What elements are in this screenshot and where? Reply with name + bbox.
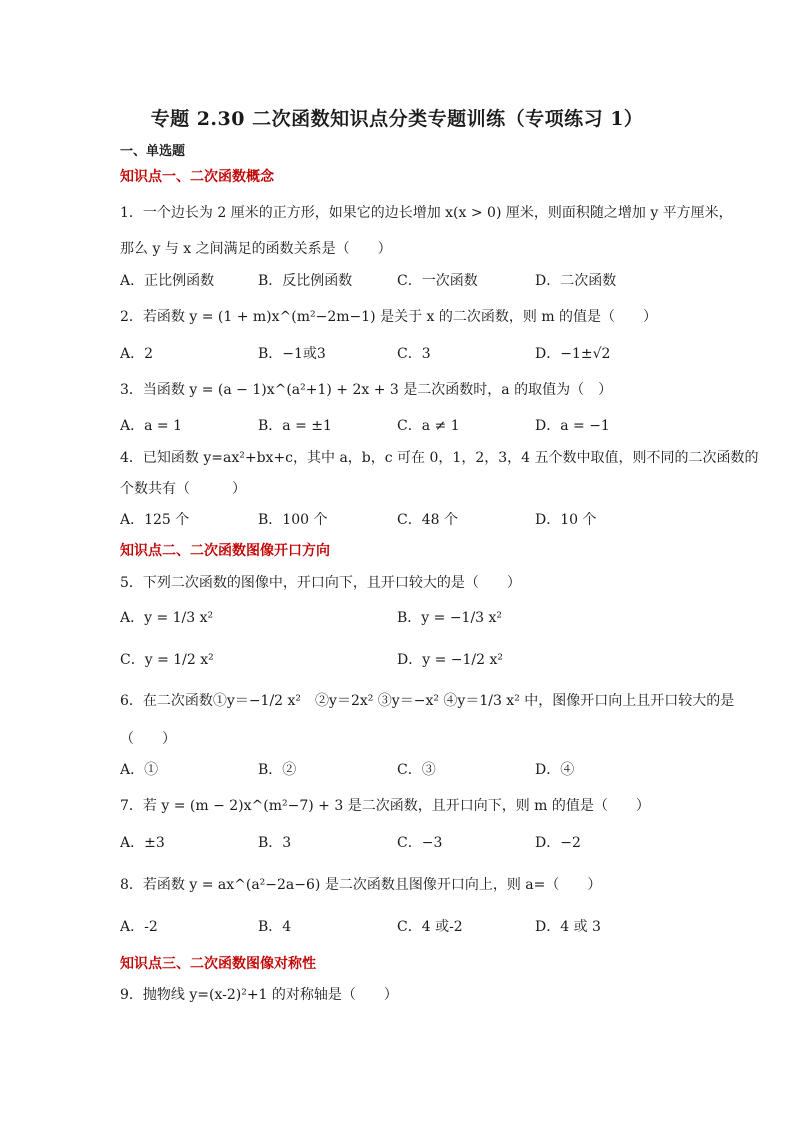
question-1-option-a: A．正比例函数 [120, 273, 215, 289]
question-5-option-d: D．y = −1/2 x² [397, 652, 503, 668]
section-heading: 一、单选题 [120, 144, 186, 159]
question-6-option-b: B．② [258, 762, 297, 778]
question-4-stem: 4．已知函数 y=ax²+bx+c，其中 a，b，c 可在 0，1，2，3，4 五个数中取值，则不同的二次函数的 [120, 450, 759, 466]
question-2-option-c: C．3 [397, 346, 431, 362]
question-1-option-d: D．二次函数 [535, 273, 617, 289]
question-5-option-a: A．y = 1/3 x² [120, 610, 214, 626]
question-4-stem-cont: 个数共有（ ） [120, 481, 246, 497]
question-3-option-b: B．a = ±1 [258, 418, 332, 434]
question-5-stem: 5．下列二次函数的图像中，开口向下，且开口较大的是（ ） [120, 575, 521, 591]
question-1-stem: 1．一个边长为 2 厘米的正方形，如果它的边长增加 x(x > 0) 厘米，则面积随之增加 y 平方厘米， [120, 205, 733, 221]
question-7-stem: 7．若 y = (m − 2)x^(m²−7) + 3 是二次函数，且开口向下，则 m 的值是（ ） [120, 798, 650, 814]
question-4-option-a: A．125 个 [120, 512, 190, 528]
question-5-option-b: B．y = −1/3 x² [397, 610, 503, 626]
question-7-option-a: A．±3 [120, 835, 165, 851]
question-3-option-a: A．a = 1 [120, 418, 182, 434]
question-1-stem-cont: 那么 y 与 x 之间满足的函数关系是（ ） [120, 241, 392, 257]
question-2-option-d: D．−1±√2 [535, 346, 611, 362]
question-7-option-b: B．3 [258, 835, 292, 851]
question-1-option-b: B．反比例函数 [258, 273, 353, 289]
question-9-stem: 9．抛物线 y=(x-2)²+1 的对称轴是（ ） [120, 987, 398, 1003]
question-2-stem: 2．若函数 y = (1 + m)x^(m²−2m−1) 是关于 x 的二次函数，则 m 的值是（ ） [120, 309, 658, 325]
question-8-option-a: A．-2 [120, 919, 158, 935]
page-title: 专题 2.30 二次函数知识点分类专题训练（专项练习 1） [150, 108, 644, 130]
question-2-option-a: A．2 [120, 346, 154, 362]
question-6-stem-cont: （ ） [120, 731, 176, 747]
question-6-option-d: D．④ [535, 762, 575, 778]
question-8-stem: 8．若函数 y = ax^(a²−2a−6) 是二次函数且图像开口向上，则 a=（ ） [120, 877, 602, 893]
knowledge-point-1-heading: 知识点一、二次函数概念 [120, 169, 274, 185]
knowledge-point-3-heading: 知识点三、二次函数图像对称性 [120, 956, 316, 972]
question-3-option-d: D．a = −1 [535, 418, 610, 434]
question-3-stem: 3．当函数 y = (a − 1)x^(a²+1) + 2x + 3 是二次函数时，a 的取值为（ ） [120, 382, 613, 398]
question-7-option-d: D．−2 [535, 835, 581, 851]
question-6-option-c: C．③ [397, 762, 436, 778]
question-4-option-b: B．100 个 [258, 512, 328, 528]
question-3-option-c: C．a ≠ 1 [397, 418, 460, 434]
question-8-option-c: C．4 或-2 [397, 919, 463, 935]
question-4-option-d: D．10 个 [535, 512, 597, 528]
knowledge-point-2-heading: 知识点二、二次函数图像开口方向 [120, 543, 330, 559]
question-2-option-b: B．−1或3 [258, 346, 326, 362]
question-1-option-c: C．一次函数 [397, 273, 478, 289]
question-6-stem: 6．在二次函数①y＝−1/2 x² ②y＝2x² ③y＝−x² ④y＝1/3 x² 中，图像开口向上且开口较大的是 [120, 693, 735, 709]
question-5-option-c: C．y = 1/2 x² [120, 652, 214, 668]
question-8-option-b: B．4 [258, 919, 292, 935]
question-7-option-c: C．−3 [397, 835, 443, 851]
question-4-option-c: C．48 个 [397, 512, 458, 528]
question-8-option-d: D．4 或 3 [535, 919, 601, 935]
question-6-option-a: A．① [120, 762, 159, 778]
